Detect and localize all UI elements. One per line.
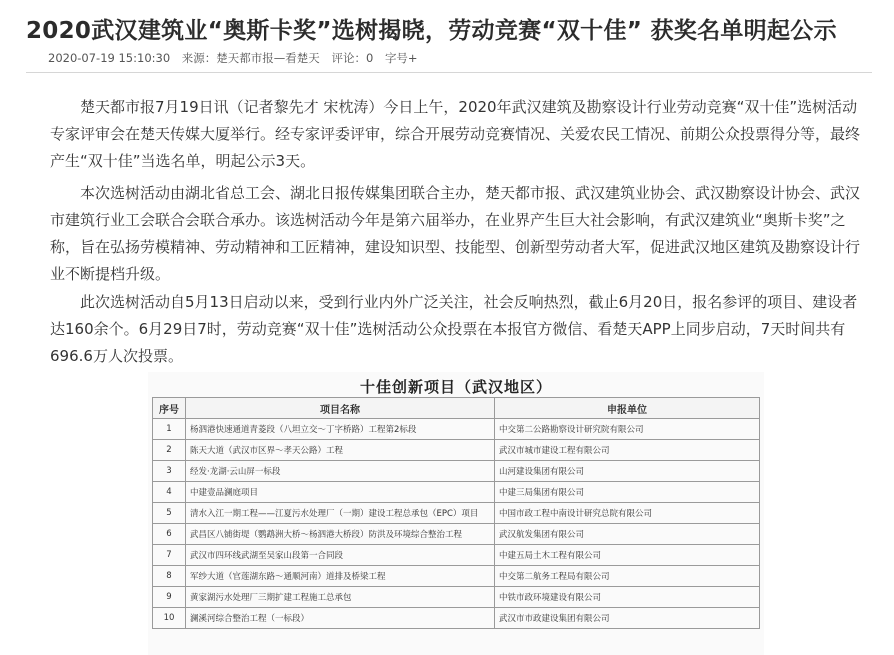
table-row	[153, 524, 760, 545]
table-cell-project: 经发·龙湖·云山屏一标段	[186, 461, 495, 482]
table-cell-project: 杨泗港快速通道青菱段（八坦立交～丁字桥路）工程第2标段	[186, 419, 495, 440]
table-cell-no: 10	[153, 608, 186, 629]
table-cell-no: 3	[153, 461, 186, 482]
table-row	[153, 440, 760, 461]
table-cell-project: 黄家湖污水处理厂三期扩建工程施工总承包	[186, 587, 495, 608]
table-row	[153, 545, 760, 566]
award-table-image	[148, 372, 764, 655]
article-title: 2020武汉建筑业“奥斯卡奖”选树揭晓，劳动竞赛“双十佳” 获奖名单明起公示	[26, 18, 837, 44]
table-header-row	[153, 398, 760, 419]
table-cell-project: 中建壹品澜庭项目	[186, 482, 495, 503]
table-cell-no: 2	[153, 440, 186, 461]
table-title: 十佳创新项目（武汉地区）	[359, 378, 552, 396]
table-cell-unit: 中交第二航务工程局有限公司	[495, 566, 760, 587]
table-row	[153, 482, 760, 503]
table-cell-project: 清水入江一期工程——江夏污水处理厂（一期）建设工程总承包（EPC）项目	[186, 503, 495, 524]
header-unit: 申报单位	[495, 398, 760, 419]
article-paragraph: 本次选树活动由湖北省总工会、湖北日报传媒集团联合主办，楚天都市报、武汉建筑业协会、武汉勘察设计协会、武汉市建筑行业工会联合会联合承办。该选树活动今年是第六届举办，在业界产生巨大社会影响，有武汉建筑业“奥斯卡奖”之称，旨在弘扬劳模精神、劳动精神和工匠精神，建设知识型、技能型、创新型劳动者大军，促进武汉地区建筑及勘察设计行业不断提档升级。	[50, 184, 861, 283]
table-cell-unit: 中建三局集团有限公司	[495, 482, 760, 503]
table-cell-unit: 武汉市市政建设集团有限公司	[495, 608, 760, 629]
table-cell-no: 9	[153, 587, 186, 608]
font-size-button[interactable]: 字号+	[384, 51, 418, 65]
table-cell-unit: 武汉航发集团有限公司	[495, 524, 760, 545]
header-project: 项目名称	[186, 398, 495, 419]
header-no: 序号	[153, 398, 186, 419]
table-row	[153, 503, 760, 524]
article-paragraph: 此次选树活动自5月13日启动以来，受到行业内外广泛关注，社会反响热烈，截止6月20日，报名参评的项目、建设者达160余个。6月29日7时，劳动竞赛“双十佳”选树活动公众投票在本报官方微信、看楚天APP上同步启动，7天时间共有696.6万人次投票。	[50, 293, 858, 365]
table-cell-no: 7	[153, 545, 186, 566]
table-cell-no: 4	[153, 482, 186, 503]
table-row	[153, 419, 760, 440]
article-paragraph: 楚天都市报7月19日讯（记者黎先才 宋枕涛）今日上午，2020年武汉建筑及勘察设计行业劳动竞赛“双十佳”选树活动专家评审会在楚天传媒大厦举行。经专家评委评审，综合开展劳动竞赛情况、关爱农民工情况、前期公众投票得分等，最终产生“双十佳”当选名单，明起公示3天。	[50, 98, 861, 170]
comment-count-link[interactable]: 评论：0	[331, 51, 374, 65]
table-cell-unit: 山河建设集团有限公司	[495, 461, 760, 482]
table-row	[153, 461, 760, 482]
table-cell-no: 5	[153, 503, 186, 524]
table-cell-unit: 中国市政工程中南设计研究总院有限公司	[495, 503, 760, 524]
table-row	[153, 587, 760, 608]
table-cell-project: 澜溪河综合整治工程（一标段）	[186, 608, 495, 629]
table-row	[153, 608, 760, 629]
article-meta	[48, 50, 426, 66]
table-cell-project: 武昌区八铺街堤（鹦鹉洲大桥～杨泗港大桥段）防洪及环境综合整治工程	[186, 524, 495, 545]
table-cell-project: 军纱大道（官莲湖东路～通顺河南）道排及桥梁工程	[186, 566, 495, 587]
article-source: 来源：楚天都市报—看楚天	[181, 51, 320, 65]
table-cell-unit: 中交第二公路勘察设计研究院有限公司	[495, 419, 760, 440]
table-cell-no: 8	[153, 566, 186, 587]
table-cell-unit: 武汉市城市建设工程有限公司	[495, 440, 760, 461]
table-row	[153, 566, 760, 587]
award-table	[152, 397, 760, 629]
table-cell-unit: 中建五局土木工程有限公司	[495, 545, 760, 566]
publish-datetime: 2020-07-19 15:10:30	[48, 51, 171, 65]
table-cell-project: 陈天大道（武汉市区界～孝天公路）工程	[186, 440, 495, 461]
title-divider	[26, 72, 872, 73]
table-cell-no: 1	[153, 419, 186, 440]
table-cell-no: 6	[153, 524, 186, 545]
table-cell-project: 武汉市四环线武湖至吴家山段第一合同段	[186, 545, 495, 566]
table-cell-unit: 中铁市政环境建设有限公司	[495, 587, 760, 608]
